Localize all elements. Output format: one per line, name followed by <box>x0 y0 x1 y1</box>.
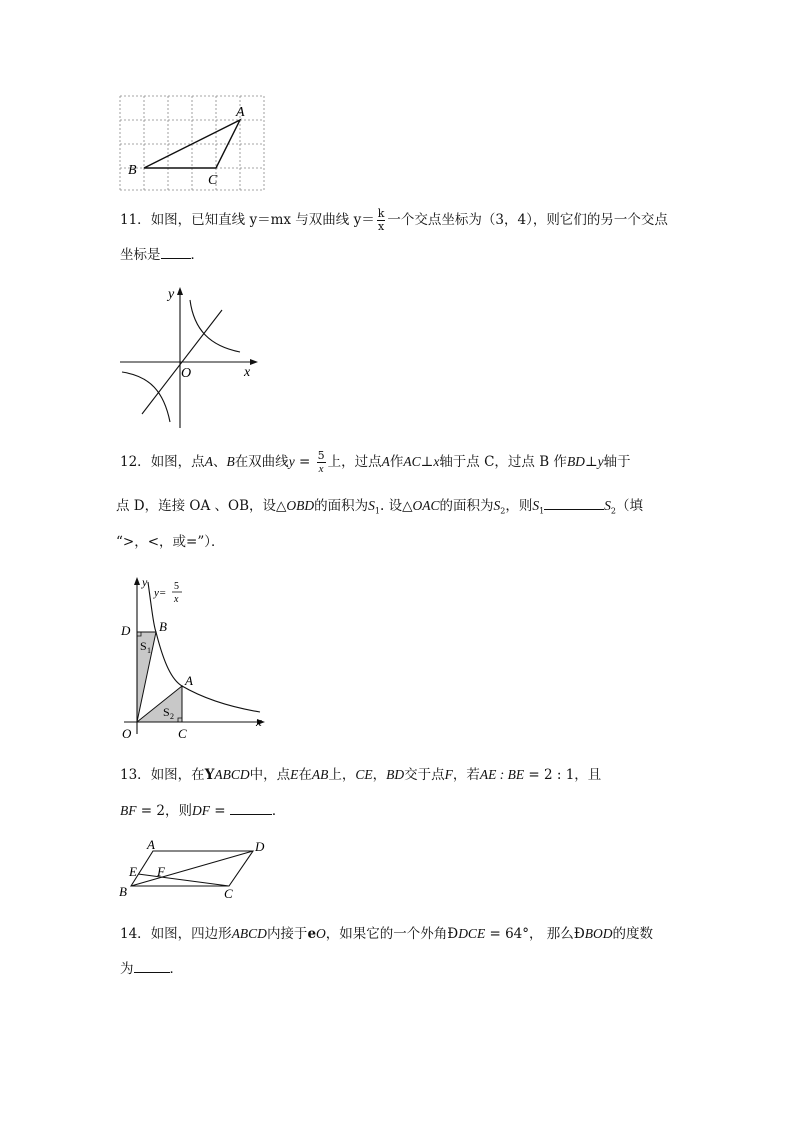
q12-perp: ⊥ <box>420 454 434 470</box>
q13-var5: BD <box>386 767 405 782</box>
q14-p5: 的度数 <box>612 926 653 942</box>
q11-line2 <box>120 244 204 265</box>
q12-s1b: S <box>532 498 540 513</box>
answer-blank[interactable] <box>134 958 170 973</box>
q12-p3: 上，过点 <box>327 454 382 470</box>
q13-line2-var: BF <box>120 803 137 818</box>
q12-var-y: y <box>288 454 295 469</box>
grid-triangle-figure <box>118 94 268 192</box>
q12-line2-d: 的面积为 <box>439 498 494 514</box>
q12-s2: S <box>493 498 501 513</box>
q14-p3: ，如果它的一个外角 <box>325 926 448 942</box>
q13-end: ． <box>271 803 286 819</box>
q12-fig-label-x: x <box>256 714 262 729</box>
q13-sym: Y <box>204 767 215 783</box>
parallelogram-figure <box>116 836 276 902</box>
q12-tri1: △OBD <box>276 498 315 513</box>
answer-blank[interactable] <box>161 244 191 259</box>
q13-p7: ，若 <box>452 767 480 783</box>
q13-line2-var2: DF <box>191 803 210 818</box>
q12-fig-label-d: D <box>121 623 131 638</box>
q12-fig-label-c: C <box>178 726 187 741</box>
q12-fig-label-a: A <box>185 673 193 688</box>
q12-var-a2: A <box>381 454 390 469</box>
q12-fig-label-b: B <box>159 619 167 634</box>
q14-var2: O <box>316 926 326 941</box>
q12-number: 12． <box>120 454 151 470</box>
q13-p2: 中，点 <box>249 767 291 783</box>
q13-var1: ABCD <box>214 767 250 782</box>
q12-s2b-sub: 2 <box>610 506 617 516</box>
q14-p2: 内接于 <box>266 926 308 942</box>
q12-var-b: B <box>226 454 235 469</box>
q14-var4: BOD <box>584 926 613 941</box>
q13-fig-d: D <box>255 839 265 854</box>
q12-line3 <box>116 532 225 552</box>
q12-fig-func-den: x <box>174 594 179 605</box>
label-a: A <box>236 105 245 120</box>
q13-p4: 上， <box>328 767 356 783</box>
q12-s2b: S <box>604 498 611 513</box>
q11-frac-num: k <box>377 207 385 220</box>
q12-var-bd: BD <box>566 454 585 469</box>
label-c: C <box>208 173 218 188</box>
q12-line2-a: 点 D，连接 OA 、OB，设 <box>116 498 277 514</box>
q12-fig-label-s2-sub: 2 <box>170 712 174 721</box>
q13-number: 13． <box>120 767 151 783</box>
q12-perp2: ⊥ <box>584 454 598 470</box>
q12-line2-b: 的面积为 <box>314 498 369 514</box>
q12-s1b-sub: 1 <box>539 506 545 516</box>
q13-line2-a: = 2，则 <box>136 803 192 819</box>
q11-fig-label-y: y <box>168 287 175 302</box>
q11-line2: 坐标是 <box>120 247 161 263</box>
q14-p4: = 64°， 那么 <box>485 926 574 942</box>
q14-line2 <box>120 958 183 979</box>
q12-var-a: A <box>204 454 213 469</box>
q13-p5: ， <box>372 767 387 783</box>
q13-var6: F <box>444 767 453 782</box>
q12-line2-c: . 设 <box>380 498 403 514</box>
q11-fraction <box>377 208 386 233</box>
q12-line2-e: ，则 <box>505 498 533 514</box>
q14-var1: ABCD <box>231 926 267 941</box>
q12-frac-den: x <box>318 463 324 475</box>
q11-fig-label-o: O <box>181 366 192 381</box>
q12-fraction <box>317 450 326 475</box>
q14-line2: 为 <box>120 961 134 977</box>
q14-p1: 如图，四边形 <box>150 926 232 942</box>
q12-p4: 作 <box>389 454 404 470</box>
q11-text-before: 如图，已知直线 y＝mx 与双曲线 y＝ <box>150 212 375 228</box>
q12-tri2: △OAC <box>402 498 440 513</box>
q13-fig-f: F <box>157 864 165 879</box>
q14-ang: Ð <box>447 926 459 942</box>
hyperbola-areas-figure <box>116 572 270 744</box>
q13-var2: E <box>290 767 299 782</box>
q12-p5: 轴于点 C，过点 B 作 <box>439 454 567 470</box>
q14-number: 14． <box>120 926 151 942</box>
q12-line2-f: （填 <box>616 498 644 514</box>
q13-p3: 在 <box>298 767 312 783</box>
q13-var7: AE : BE <box>479 767 525 782</box>
q13-p8: = 2 : 1，且 <box>524 767 602 783</box>
q13-line1 <box>120 765 601 785</box>
q12-fig-func-num: 5 <box>174 581 179 592</box>
q12-s1: S <box>368 498 375 513</box>
q12-fig-label-o: O <box>122 726 132 741</box>
q11-fig-label-x: x <box>244 365 251 380</box>
answer-blank[interactable] <box>544 495 604 510</box>
q13-var3: AB <box>311 767 329 782</box>
q13-p1: 如图，在 <box>150 767 205 783</box>
q12-var-ac: AC <box>403 454 421 469</box>
answer-blank[interactable] <box>230 800 272 815</box>
q12-var-y2: y <box>597 454 604 469</box>
q13-var4: CE <box>355 767 373 782</box>
q14-var3: DCE <box>458 926 486 941</box>
q12-fig-label-s2: S <box>163 705 170 719</box>
q14-ang2: Ð <box>573 926 585 942</box>
q13-fig-b: B <box>119 884 127 899</box>
q12-fig-label-s1-sub: 1 <box>147 646 151 655</box>
q13-fig-c: C <box>224 886 233 901</box>
q13-fig-a: A <box>147 837 155 852</box>
q12-fig-func-y: y= <box>154 587 167 599</box>
q12-sep: 、 <box>212 454 227 470</box>
q12-eq: = <box>294 454 315 470</box>
q12-var-x: x <box>433 454 440 469</box>
q13-fig-e: E <box>129 864 137 879</box>
q11-number: 11． <box>120 212 151 228</box>
q12-fig-label-s1: S <box>140 639 147 653</box>
q13-line2 <box>120 800 285 821</box>
q11-frac-den: x <box>377 220 385 233</box>
q14-end: ． <box>169 961 183 977</box>
q12-line2 <box>116 495 643 522</box>
q14-sym: e <box>307 926 317 942</box>
q12-p2: 在双曲线 <box>234 454 289 470</box>
q12-p1: 如图，点 <box>150 454 205 470</box>
q12-p6: 轴于 <box>603 454 631 470</box>
q12-frac-num: 5 <box>317 449 325 462</box>
q13-line2-b: = <box>209 803 230 819</box>
q14-line1 <box>120 924 653 944</box>
label-b: B <box>128 163 137 178</box>
q12-fig-label-y: y <box>142 575 148 589</box>
q11-line1 <box>120 208 668 233</box>
q12-line1 <box>120 450 631 475</box>
q12-s2-sub: 2 <box>500 506 506 516</box>
q12-s1-sub: 1 <box>374 506 380 516</box>
hyperbola-line-figure <box>118 282 264 430</box>
q11-text-after: 一个交点坐标为（3，4），则它们的另一个交点 <box>387 212 668 228</box>
q12-line3: “>，<，或=”）． <box>116 534 225 550</box>
q13-p6: 交于点 <box>404 767 445 783</box>
q11-end: ． <box>190 247 204 263</box>
